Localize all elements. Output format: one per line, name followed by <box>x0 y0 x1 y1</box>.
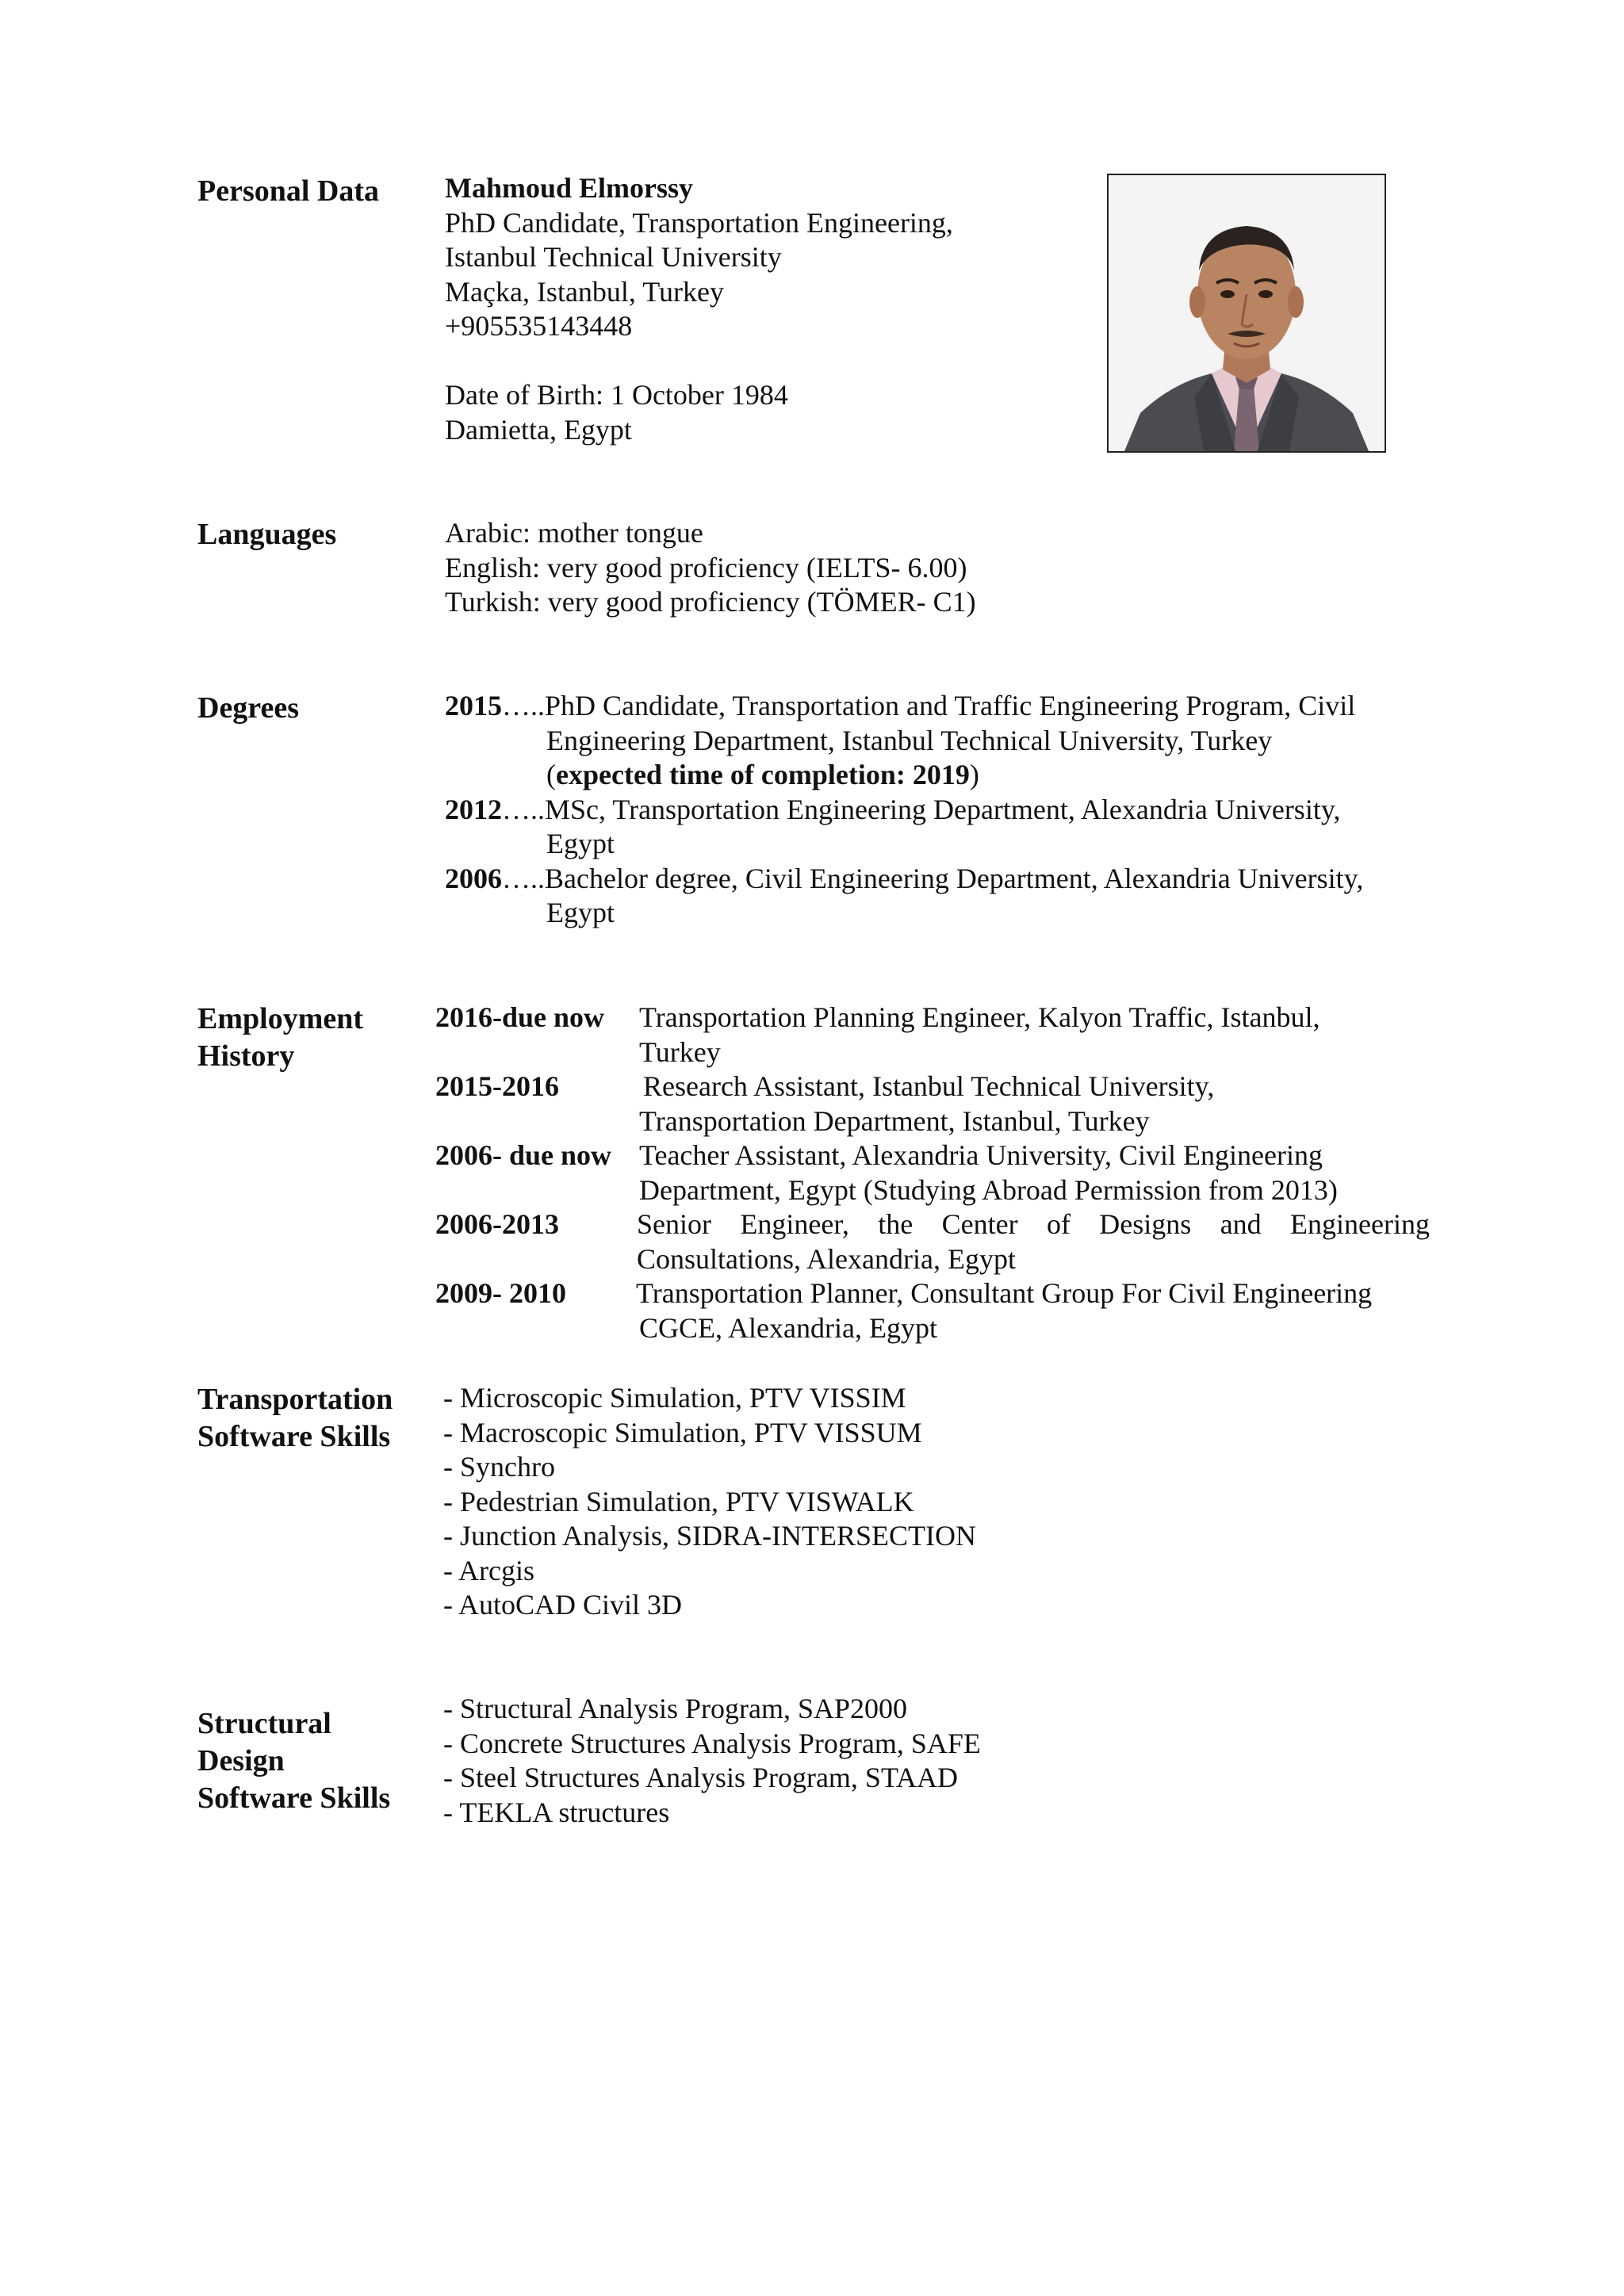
employment-description: Transportation Planning Engineer, Kalyon Traffic, Istanbul, <box>639 1001 1320 1033</box>
personal-data-heading: Personal Data <box>197 174 380 208</box>
employment-period: 2016-due now <box>435 1001 605 1033</box>
degree-item: 2012…..MSc, Transportation Engineering Department, Alexandria University, Egypt <box>445 793 1363 862</box>
transport-skills-heading: Transportation Software Skills <box>197 1383 393 1453</box>
degree-title: MSc, Transportation Engineering Department, Alexandria University, <box>545 793 1341 825</box>
employment-description: Teacher Assistant, Alexandria University, Civil Engineering <box>639 1139 1323 1171</box>
degree-continuation: Egypt <box>546 897 615 928</box>
degree-note: (expected time of completion: 2019) <box>546 759 979 790</box>
employment-description: Research Assistant, Istanbul Technical University, <box>643 1070 1215 1102</box>
employment-description: Transportation Planner, Consultant Group For Civil Engineering <box>636 1277 1373 1309</box>
skill-item: - Pedestrian Simulation, PTV VISWALK <box>443 1485 914 1517</box>
employment-description: CGCE, Alexandria, Egypt <box>639 1311 937 1344</box>
skill-item: - Concrete Structures Analysis Program, SAFE <box>443 1727 981 1759</box>
language-item: English: very good proficiency (IELTS- 6.00) <box>445 551 967 584</box>
skill-item: - Microscopic Simulation, PTV VISSIM <box>443 1382 906 1414</box>
employment-description: Department, Egypt (Studying Abroad Permission from 2013) <box>639 1173 1338 1206</box>
degree-continuation: Egypt <box>546 828 615 859</box>
structural-skills-heading: Structural Design Software Skills <box>197 1707 391 1815</box>
employment-period: 2006-2013 <box>435 1208 559 1240</box>
degree-year: 2012 <box>445 793 502 825</box>
person-name: Mahmoud Elmorssy <box>445 172 694 204</box>
date-of-birth: Date of Birth: 1 October 1984 <box>445 379 788 411</box>
degree-item: 2006…..Bachelor degree, Civil Engineering Department, Alexandria University, Egypt <box>445 862 1363 931</box>
personal-line: PhD Candidate, Transportation Engineering, <box>445 206 953 239</box>
skill-item: - Macroscopic Simulation, PTV VISSUM <box>443 1416 922 1448</box>
employment-item <box>435 1070 1441 1138</box>
personal-data-block <box>445 171 953 447</box>
profile-photo <box>1107 174 1386 453</box>
phone-number: +905535143448 <box>445 310 633 342</box>
degree-continuation: Engineering Department, Istanbul Technical University, Turkey <box>546 724 1273 756</box>
employment-period: 2009- 2010 <box>435 1277 566 1309</box>
languages-heading: Languages <box>197 518 337 551</box>
degrees-block <box>445 689 1363 931</box>
employment-description: Senior Engineer, the Center of Designs and Engineering <box>637 1208 1430 1240</box>
language-item: Turkish: very good proficiency (TÖMER- C1) <box>445 586 976 618</box>
employment-period: 2015-2016 <box>435 1070 559 1102</box>
employment-description: Consultations, Alexandria, Egypt <box>637 1242 1016 1275</box>
degree-item: 2015…..PhD Candidate, Transportation and Traffic Engineering Program, Civil Engineering Department, Istanbul Technical University, Turkey (expected time of completion: 2019) <box>445 689 1363 793</box>
employment-description: Turkey <box>639 1035 721 1068</box>
skill-item: - AutoCAD Civil 3D <box>443 1589 683 1621</box>
employment-item <box>435 1001 1441 1070</box>
structural-skills-block <box>443 1692 981 1830</box>
employment-block <box>435 1001 1441 1345</box>
employment-heading: Employment History <box>197 1002 363 1073</box>
skill-item: - Junction Analysis, SIDRA-INTERSECTION <box>443 1520 976 1552</box>
personal-line: Maçka, Istanbul, Turkey <box>445 275 724 308</box>
degrees-heading: Degrees <box>197 691 300 725</box>
transport-skills-block <box>443 1381 976 1623</box>
degree-year: 2015 <box>445 690 502 721</box>
language-item: Arabic: mother tongue <box>445 517 703 549</box>
employment-item <box>435 1207 1441 1276</box>
skill-item: - Synchro <box>443 1451 555 1483</box>
portrait-image <box>1109 175 1385 451</box>
languages-block <box>445 516 976 620</box>
degree-title: PhD Candidate, Transportation and Traffic Engineering Program, Civil <box>545 690 1356 721</box>
degree-year: 2006 <box>445 862 502 894</box>
personal-line: Istanbul Technical University <box>445 241 782 273</box>
employment-item <box>435 1138 1441 1207</box>
employment-description: Transportation Department, Istanbul, Turkey <box>639 1104 1150 1137</box>
skill-item: - Steel Structures Analysis Program, STAAD <box>443 1762 959 1793</box>
skill-item: - Arcgis <box>443 1554 534 1586</box>
employment-item <box>435 1276 1441 1345</box>
employment-period: 2006- due now <box>435 1139 612 1171</box>
skill-item: - TEKLA structures <box>443 1796 670 1828</box>
degree-title: Bachelor degree, Civil Engineering Department, Alexandria University, <box>545 862 1364 894</box>
birth-place: Damietta, Egypt <box>445 413 632 446</box>
skill-item: - Structural Analysis Program, SAP2000 <box>443 1693 907 1724</box>
